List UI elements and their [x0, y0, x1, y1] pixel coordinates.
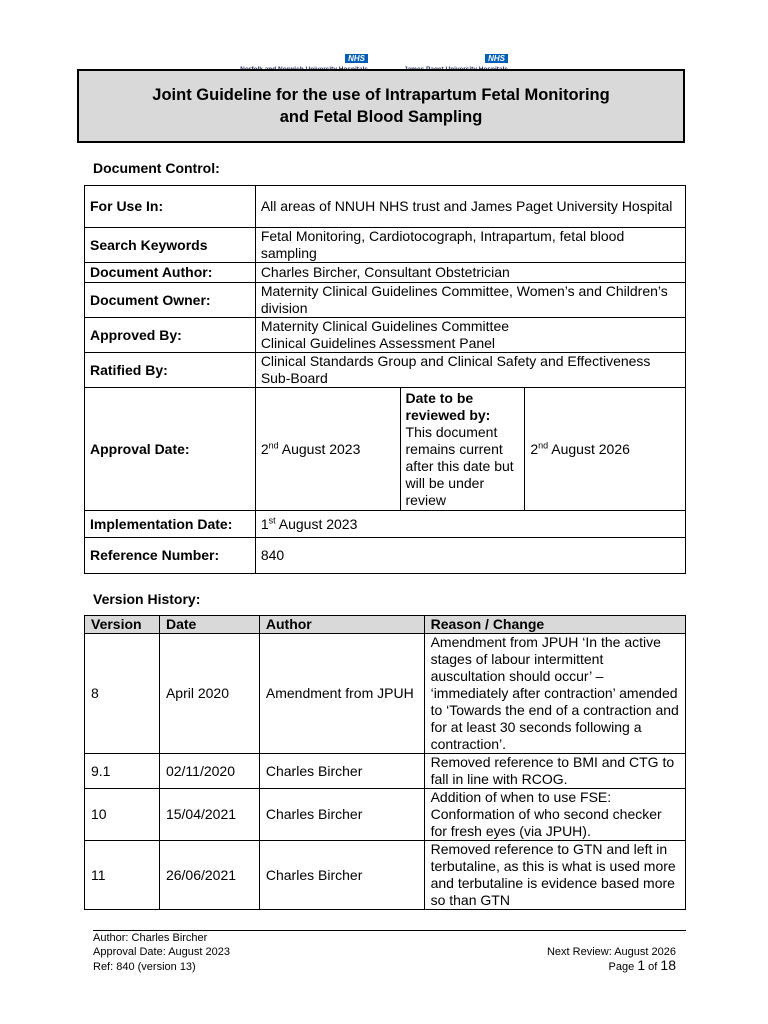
document-title-box [77, 69, 685, 143]
approved-by-line2: Clinical Guidelines Assessment Panel [260, 335, 496, 351]
author-cell: Charles Bircher [259, 841, 424, 910]
date-cell: 02/11/2020 [159, 754, 259, 789]
label-for-use-in: For Use In: [85, 186, 256, 228]
footer-approval-date: Approval Date: August 2023 [93, 946, 230, 958]
review-date-note: This document remains current after this date but will be under review [405, 423, 514, 508]
row-approved-by [85, 318, 686, 353]
row-reference-number [85, 538, 686, 574]
review-date-cell [400, 388, 525, 511]
row-ratified-by [85, 353, 686, 388]
reason-cell: Amendment from JPUH ‘In the active stages of labour intermittent auscultation should occur’ – ‘immediately after contraction’ amended to ‘Towards the end of a contraction and for at least 30 seconds following a contraction’. [424, 634, 685, 754]
version-history-heading: Version History: [93, 591, 201, 607]
implementation-day-suffix: st [268, 514, 276, 525]
col-author: Author [259, 616, 424, 634]
label-approval-date: Approval Date: [85, 388, 256, 511]
approved-by-line1: Maternity Clinical Guidelines Committee [260, 318, 510, 334]
footer-author: Author: Charles Bircher [93, 932, 208, 944]
col-date: Date [159, 616, 259, 634]
value-document-author: Charles Bircher, Consultant Obstetrician [255, 263, 685, 283]
label-document-author: Document Author: [85, 263, 256, 283]
version-cell: 8 [85, 634, 160, 754]
row-document-author [85, 263, 686, 283]
row-document-owner [85, 283, 686, 318]
value-approval-date [255, 388, 400, 511]
value-approved-by [255, 318, 685, 353]
nhs-badge-left: NHS [345, 54, 368, 63]
implementation-day: 1 [260, 515, 269, 532]
table-row [85, 841, 686, 910]
table-row [85, 634, 686, 754]
label-search-keywords: Search Keywords [85, 228, 256, 263]
label-ratified-by: Ratified By: [85, 353, 256, 388]
approval-day: 2 [260, 440, 269, 457]
review-date-label: Date to be reviewed by: [405, 389, 491, 423]
label-document-owner: Document Owner: [85, 283, 256, 318]
date-cell: April 2020 [159, 634, 259, 754]
label-reference-number: Reference Number: [85, 538, 256, 574]
author-cell: Charles Bircher [259, 789, 424, 841]
page-word: Page [608, 961, 635, 973]
footer-next-review: Next Review: August 2026 [546, 946, 676, 958]
row-search-keywords [85, 228, 686, 263]
footer-ref: Ref: 840 (version 13) [93, 961, 196, 973]
document-title-line2: and Fetal Blood Sampling [279, 108, 483, 126]
value-document-owner: Maternity Clinical Guidelines Committee, Women’s and Children’s division [255, 283, 685, 318]
value-for-use-in: All areas of NNUH NHS trust and James Paget University Hospital [255, 186, 685, 228]
reason-cell: Addition of when to use FSE: Conformation of who second checker for fresh eyes (via JPUH). [424, 789, 685, 841]
nhs-badge-right: NHS [485, 54, 508, 63]
document-control-table [84, 185, 686, 574]
of-word: of [648, 961, 658, 973]
document-title-line1: Joint Guideline for the use of Intrapartum Fetal Monitoring [152, 86, 610, 104]
date-cell: 26/06/2021 [159, 841, 259, 910]
version-header-row [85, 616, 686, 634]
reason-cell: Removed reference to GTN and left in terbutaline, as this is what is used more and terbutaline is evidence based more so than GTN [424, 841, 685, 910]
value-search-keywords: Fetal Monitoring, Cardiotocograph, Intrapartum, fetal blood sampling [255, 228, 685, 263]
reason-cell: Removed reference to BMI and CTG to fall in line with RCOG. [424, 754, 685, 789]
table-row [85, 789, 686, 841]
version-history-table [84, 615, 686, 910]
value-reference-number: 840 [255, 538, 685, 574]
review-day: 2 [530, 440, 539, 457]
page-current: 1 [637, 957, 646, 973]
nhs-logos [232, 48, 508, 68]
label-implementation-date: Implementation Date: [85, 511, 256, 538]
author-cell: Amendment from JPUH [259, 634, 424, 754]
value-review-date [525, 388, 686, 511]
row-for-use-in [85, 186, 686, 228]
row-approval-date [85, 388, 686, 511]
version-cell: 10 [85, 789, 160, 841]
page-total: 18 [660, 957, 676, 973]
review-day-suffix: nd [538, 439, 549, 450]
version-cell: 11 [85, 841, 160, 910]
review-month-year: August 2026 [548, 440, 630, 457]
value-implementation-date [255, 511, 685, 538]
col-reason: Reason / Change [424, 616, 685, 634]
approval-month-year: August 2023 [278, 440, 361, 457]
version-cell: 9.1 [85, 754, 160, 789]
table-row [85, 754, 686, 789]
col-version: Version [85, 616, 160, 634]
value-ratified-by: Clinical Standards Group and Clinical Safety and Effectiveness Sub-Board [255, 353, 685, 388]
implementation-month-year: August 2023 [275, 515, 358, 532]
row-implementation-date [85, 511, 686, 538]
date-cell: 15/04/2021 [159, 789, 259, 841]
footer-page-number [609, 958, 676, 974]
author-cell: Charles Bircher [259, 754, 424, 789]
label-approved-by: Approved By: [85, 318, 256, 353]
document-control-heading: Document Control: [93, 160, 220, 176]
approval-day-suffix: nd [268, 439, 279, 450]
